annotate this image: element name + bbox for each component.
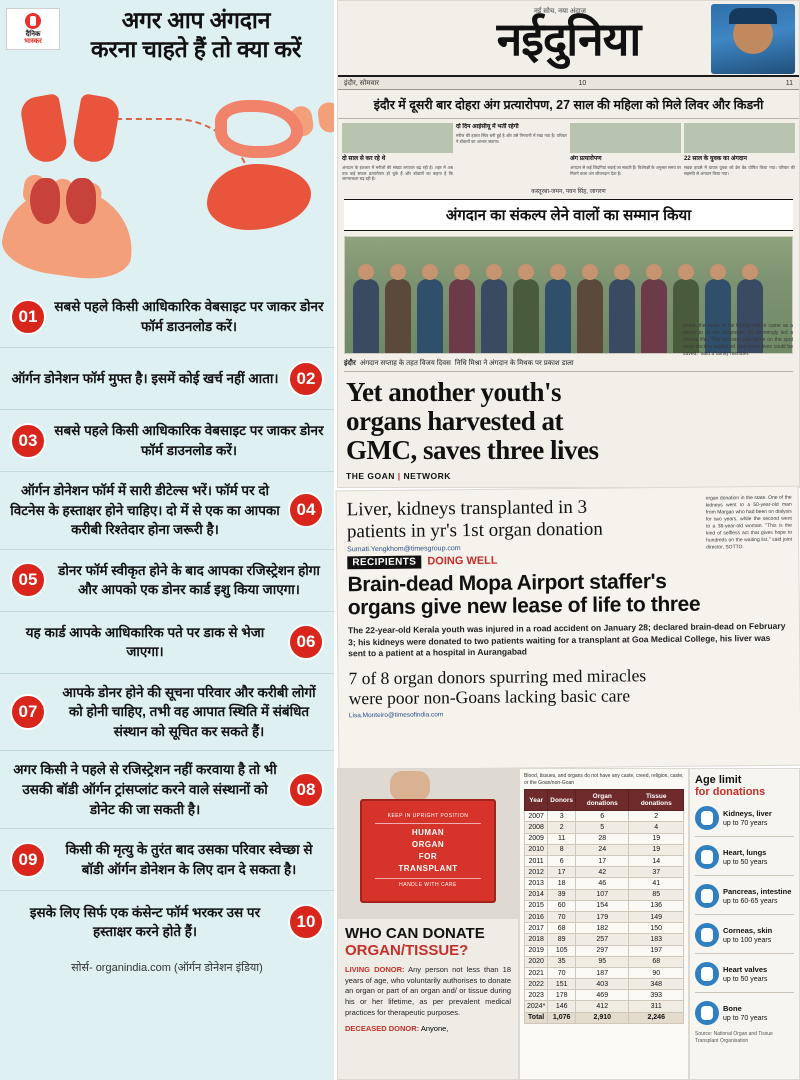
- table-row: [525, 945, 684, 956]
- toi-main-headline-line2: organs give new lease of life to three: [347, 592, 701, 620]
- toi-secondary-line1: 7 of 8 organ donors spurring med miracles: [348, 665, 647, 689]
- lungs-icon: [24, 96, 116, 166]
- mini-column-body: मरीज की हालत स्थिर बनी हुई है और उसे निगरानी में रखा गया है। परिवार ने डॉक्टरों का आभार जताया।: [456, 133, 567, 144]
- box-line-transplant: TRANSPLANT: [398, 864, 458, 873]
- rule-page-number-2: 11: [785, 79, 793, 87]
- cell-donors: 8: [548, 844, 576, 855]
- age-item-text: [723, 848, 767, 867]
- goan-side-column: ondal, the news of his kidney failure came as a shock to all the diagnosis, he seemingly led a normal life. "The decision was taken on the spot once doctors explained how many lives could be saved," said a family member.: [683, 323, 793, 357]
- mini-column: [684, 123, 795, 185]
- list-item: [695, 923, 794, 947]
- age-item-organ: Heart valves: [723, 964, 768, 974]
- masthead-tagline: नई सोच, नया अंदाज: [534, 8, 586, 15]
- table-row: [525, 979, 684, 990]
- cell-total-tissue: 2,246: [629, 1012, 684, 1023]
- cell-organ: 187: [576, 967, 629, 978]
- age-limit-title: [695, 774, 794, 798]
- cell-donors: 151: [548, 979, 576, 990]
- masthead-rule: [338, 77, 799, 90]
- age-item-organ: Pancreas, intestine: [723, 886, 792, 896]
- cell-tissue: 68: [629, 956, 684, 967]
- living-donor-label: LIVING DONOR:: [345, 965, 405, 974]
- pancreas-icon: [695, 884, 719, 908]
- cell-tissue: 348: [629, 979, 684, 990]
- infographic-title-line2: करना चाहते हैं तो क्या करें: [90, 35, 302, 62]
- infographic-title: [66, 6, 326, 64]
- dainik-bhaskar-logo: [6, 8, 60, 50]
- list-item: [695, 884, 794, 908]
- rule-page-number: 10: [578, 79, 587, 87]
- cell-organ: 42: [576, 867, 629, 878]
- cell-tissue: 90: [629, 967, 684, 978]
- cell-donors: 68: [548, 923, 576, 934]
- list-item: [0, 751, 334, 829]
- credit-publication: THE GOAN: [346, 471, 395, 481]
- living-donor-paragraph: [338, 959, 518, 1018]
- rule-left-text: इंदौर, सोमवार: [344, 79, 380, 87]
- toi-main-headline: [337, 564, 799, 619]
- step-text: सबसे पहले किसी आधिकारिक वेबसाइट पर जाकर डोनर फॉर्म डाउनलोड करें।: [54, 422, 324, 458]
- masthead-photo: [711, 4, 795, 74]
- cell-organ: 28: [576, 833, 629, 844]
- cell-year: 2021: [525, 967, 548, 978]
- age-item-limit: up to 100 years: [723, 936, 772, 944]
- cell-year: 2013: [525, 878, 548, 889]
- kidney-icon: [695, 806, 719, 830]
- cell-donors: 35: [548, 956, 576, 967]
- clipping-naidunia: [337, 0, 800, 488]
- liver-icon: [207, 164, 311, 230]
- logo-mark-icon: [25, 13, 41, 29]
- age-item-organ: Corneas, skin: [723, 925, 773, 935]
- mini-column-head: अंग प्रत्यारोपण: [570, 156, 602, 162]
- table-note: Blood, tissues, and organs do not have any caste, creed, religion, caste, or the Goan/non-Goan: [524, 773, 684, 786]
- mini-column-head: दो दिन आईसीयू में भर्ती रहेगी: [456, 124, 519, 130]
- cell-tissue: 149: [629, 911, 684, 922]
- lungs-icon: [695, 845, 719, 869]
- clipping-donation-stats-table: [519, 768, 689, 1080]
- goan-headline: [338, 372, 668, 465]
- column-header-tissue-donations: Tissue donations: [629, 790, 684, 811]
- infographic-header: [0, 0, 334, 82]
- cell-year: 2014: [525, 889, 548, 900]
- kicker-right: निधि मिश्रा ने अंगदान के मिथक पर प्रकाश डाला: [454, 360, 574, 367]
- infographic-title-line1: अगर आप अंगदान: [121, 7, 271, 33]
- cell-year: 2012: [525, 867, 548, 878]
- list-item: [0, 348, 334, 410]
- age-item-limit: up to 70 years: [723, 1014, 768, 1022]
- cell-organ: 179: [576, 911, 629, 922]
- cell-organ: 297: [576, 945, 629, 956]
- cell-tissue: 14: [629, 856, 684, 867]
- cell-year: 2007: [525, 811, 548, 822]
- cell-donors: 146: [548, 1001, 576, 1012]
- mini-column: [342, 123, 453, 185]
- table-row: [525, 967, 684, 978]
- step-number-badge: 02: [288, 361, 324, 397]
- living-donor-text: Any person not less than 18 years of age, who voluntarily authorises to donate an organ or part of an organ and/ or tissue during his or her lifetime, as per prevalent medical practices for therapeutic purposes.: [345, 965, 511, 1017]
- recipients-label: RECIPIENTS: [347, 555, 421, 569]
- cell-organ: 182: [576, 923, 629, 934]
- mini-photo: [684, 123, 795, 153]
- cell-year: 2010: [525, 844, 548, 855]
- box-line-human: HUMAN: [411, 828, 445, 837]
- naidunia-photo-caption: कस्तूरबा-जमन, पवन सिंह, जागरण: [531, 189, 606, 195]
- donation-stats-table: [524, 789, 684, 1024]
- who-can-donate-title: [338, 919, 518, 959]
- age-title-line2: for donations: [695, 786, 766, 799]
- recipients-status-badge: DOING WELL: [427, 554, 498, 568]
- step-number-badge: 04: [288, 492, 324, 528]
- box-line-for: FOR: [418, 852, 438, 861]
- cell-donors: 17: [548, 867, 576, 878]
- step-text: ऑर्गन डोनेशन फॉर्म मुफ्त है। इसमें कोई खर्च नहीं आता।: [11, 370, 279, 386]
- table-row: [525, 856, 684, 867]
- naidunia-top-headline: इंदौर में दूसरी बार दोहरा अंग प्रत्यारोपण, 27 साल की महिला को मिले लिवर और किडनी: [338, 90, 799, 119]
- cell-tissue: 19: [629, 833, 684, 844]
- cell-year: 2016: [525, 911, 548, 922]
- deceased-donor-text: Anyone,: [419, 1024, 449, 1034]
- goan-headline-line2: organs harvested at: [346, 405, 563, 436]
- cell-tissue: 41: [629, 878, 684, 889]
- cell-donors: 39: [548, 889, 576, 900]
- step-number-badge: 10: [288, 904, 324, 940]
- box-line-upright: KEEP IN UPRIGHT POSITION: [387, 812, 469, 819]
- age-item-text: [723, 926, 772, 945]
- cell-donors: 89: [548, 934, 576, 945]
- cell-total-label: Total: [525, 1012, 548, 1023]
- deceased-donor-paragraph: [338, 1018, 518, 1033]
- who-title-line2: ORGAN/TISSUE?: [345, 941, 469, 959]
- newspaper-clippings-column: [337, 0, 800, 1080]
- mini-column: [570, 123, 681, 185]
- mini-photo: [342, 123, 453, 153]
- credit-network: NETWORK: [403, 471, 451, 481]
- hand-icon: [390, 771, 430, 801]
- toi-byline: Sumati.Yengkhom@timesgroup.com: [347, 544, 461, 554]
- age-limit-footer: Source: National Organ and Tissue Transplant Organisation: [695, 1031, 773, 1044]
- column-header-organ-donations: Organ donations: [576, 790, 629, 811]
- age-item-text: [723, 809, 772, 828]
- cell-donors: 70: [548, 911, 576, 922]
- cell-organ: 412: [576, 1001, 629, 1012]
- cell-tissue: 85: [629, 889, 684, 900]
- cell-donors: 6: [548, 856, 576, 867]
- list-item: [0, 612, 334, 674]
- step-number-badge: 03: [10, 423, 46, 459]
- cell-year: 2017: [525, 923, 548, 934]
- cell-tissue: 19: [629, 844, 684, 855]
- toi-credit: Lisa.Monteiro@timesofindia.com: [348, 711, 444, 720]
- list-item: [0, 891, 334, 953]
- table-total-row: [525, 1012, 684, 1023]
- step-text: किसी की मृत्यु के तुरंत बाद उसका परिवार स्वेच्छा से बॉडी ऑर्गन डोनेशन के लिए दान दे सकता है।: [65, 842, 313, 877]
- deceased-donor-label: DECEASED DONOR:: [345, 1024, 420, 1034]
- bone-icon: [695, 1001, 719, 1025]
- table-row: [525, 923, 684, 934]
- cell-tissue: 197: [629, 945, 684, 956]
- table-row: [525, 844, 684, 855]
- organ-transport-box: [360, 799, 496, 903]
- age-item-organ: Kidneys, liver: [723, 808, 772, 818]
- goan-credit-bar: [346, 471, 451, 481]
- step-text: सबसे पहले किसी आधिकारिक वेबसाइट पर जाकर डोनर फॉर्म डाउनलोड करें।: [54, 298, 324, 334]
- step-text: ऑर्गन डोनेशन फॉर्म में सारी डीटेल्स भरें। फॉर्म पर दो विटनेस के हस्ताक्षर होने चाहिए। दो में से एक का आपका करीबी रिश्तेदार होना जरूरी है।: [10, 483, 280, 538]
- kidney-right-icon: [66, 178, 96, 224]
- table-row: [525, 833, 684, 844]
- cell-tissue: 150: [629, 923, 684, 934]
- column-header-year: Year: [525, 790, 548, 811]
- cell-year: 2023: [525, 990, 548, 1001]
- toi-serif-line2: patients in yr's 1st organ donation: [346, 518, 603, 543]
- cell-total-donors: 1,076: [548, 1012, 576, 1023]
- cell-total-organ: 2,910: [576, 1012, 629, 1023]
- toi-serif-line1: Liver, kidneys transplanted in 3: [346, 496, 588, 521]
- age-item-limit: up to 50 years: [723, 975, 768, 983]
- heart-valve-icon: [695, 962, 719, 986]
- step-number-badge: 05: [10, 562, 46, 598]
- cell-tissue: 393: [629, 990, 684, 1001]
- cell-year: 2009: [525, 833, 548, 844]
- credit-separator: |: [397, 471, 401, 481]
- who-title-line1: WHO CAN DONATE: [345, 925, 485, 942]
- list-item: [0, 472, 334, 550]
- toi-main-headline-line1: Brain-dead Mopa Airport staffer's: [347, 569, 667, 596]
- cell-organ: 469: [576, 990, 629, 1001]
- age-item-organ: Heart, lungs: [723, 847, 767, 857]
- age-title-line1: Age limit: [695, 774, 742, 786]
- box-line-handle: HANDLE WITH CARE: [399, 882, 457, 888]
- table-row: [525, 878, 684, 889]
- cell-donors: 18: [548, 878, 576, 889]
- cell-donors: 70: [548, 967, 576, 978]
- table-header-row: [525, 790, 684, 811]
- cell-year: 2018: [525, 934, 548, 945]
- cell-organ: 403: [576, 979, 629, 990]
- cell-tissue: 37: [629, 867, 684, 878]
- naidunia-kicker-row: [344, 359, 793, 372]
- toi-secondary-headline: [338, 656, 799, 709]
- cell-organ: 257: [576, 934, 629, 945]
- logo-text-line1: दैनिक: [25, 30, 41, 38]
- table-row: [525, 1001, 684, 1012]
- step-number-badge: 07: [10, 694, 46, 730]
- age-item-text: [723, 1004, 767, 1023]
- cell-donors: 178: [548, 990, 576, 1001]
- age-item-text: [723, 965, 767, 984]
- goan-headline-line1: Yet another youth's: [346, 377, 562, 407]
- cell-year: 2024*: [525, 1001, 548, 1012]
- cell-donors: 11: [548, 833, 576, 844]
- table-row: [525, 811, 684, 822]
- kicker-mid: अंगदान सप्ताह के तहत विजय दिवस: [359, 360, 451, 367]
- cell-tissue: 183: [629, 934, 684, 945]
- goan-headline-line3: GMC, saves three lives: [346, 434, 599, 465]
- clipping-times-of-india: [336, 486, 800, 771]
- age-item-limit: up to 50 years: [723, 858, 768, 866]
- mini-column-head: दो साल से कर रहे थे: [342, 156, 386, 162]
- steps-list: [0, 282, 334, 953]
- toi-side-column: organ donation in the state. One of the kidneys went to a 50-year-old man from Margao who had been on dialysis for two years, while the second went to a 38-year-old woman. "This is the kind of selfless act that gives hope to hundreds on the waiting list," said joint director, SOTTO.: [705, 494, 793, 551]
- clipping-age-limits: [689, 768, 800, 1080]
- cell-tissue: 311: [629, 1001, 684, 1012]
- naidunia-masthead: [338, 1, 799, 77]
- cell-donors: 105: [548, 945, 576, 956]
- table-row: [525, 867, 684, 878]
- list-item: [0, 410, 334, 472]
- mini-photo: [570, 123, 681, 153]
- list-item: [0, 829, 334, 891]
- step-text: यह कार्ड आपके आधिकारिक पते पर डाक से भेजा जाएगा।: [25, 624, 265, 660]
- cell-donors: 3: [548, 811, 576, 822]
- table-row: [525, 956, 684, 967]
- cell-year: 2008: [525, 822, 548, 833]
- table-row: [525, 900, 684, 911]
- mini-column-body: अंगदान के इंतजार में मरीजों की संख्या लगातार बढ़ रही है। शहर में अब तक कई सफल प्रत्यारोपण हो चुके हैं और डॉक्टरों का कहना है कि जागरूकता बढ़ रही है।: [342, 165, 453, 182]
- clipping-who-can-donate: [337, 768, 519, 1080]
- list-item: [0, 674, 334, 752]
- mini-column-head: 22 साल के युवक का अंगदान: [684, 156, 747, 162]
- list-item: [695, 1001, 794, 1025]
- step-text: इसके लिए सिर्फ एक कंसेन्ट फॉर्म भरकर उस पर हस्ताक्षर करने होते हैं।: [29, 904, 261, 940]
- mini-column: [456, 123, 567, 185]
- masthead-title: नईदुनिया: [496, 14, 641, 65]
- toi-lede: The 22-year-old Kerala youth was injured in a road accident on January 28; declared brain-dead on February 3; his kidneys were donated to two patients waiting for a transplant at Goa Medical College, his liver was sent to a patient at a hospital in Aurangabad: [347, 620, 786, 659]
- step-number-badge: 09: [10, 842, 46, 878]
- mini-column-body: सड़क हादसे में घायल युवक को ब्रेन डेड घोषित किया गया। परिवार की सहमति से अंगदान किया गया।: [684, 165, 795, 176]
- cell-year: 2011: [525, 856, 548, 867]
- table-row: [525, 990, 684, 1001]
- table-row: [525, 911, 684, 922]
- organ-donation-illustration: [0, 82, 337, 282]
- table-row: [525, 889, 684, 900]
- cell-tissue: 136: [629, 900, 684, 911]
- toi-secondary-line2: were poor non-Goans lacking basic care: [348, 685, 631, 709]
- cell-year: 2019: [525, 945, 548, 956]
- cell-year: 2022: [525, 979, 548, 990]
- kicker-left: इंदौर: [344, 360, 356, 367]
- kidney-left-icon: [30, 178, 60, 224]
- organ-transport-box-photo: [338, 769, 518, 919]
- cell-organ: 107: [576, 889, 629, 900]
- naidunia-mini-columns: [338, 119, 799, 185]
- cell-year: 2020: [525, 956, 548, 967]
- step-number-badge: 08: [288, 772, 324, 808]
- step-number-badge: 01: [10, 299, 46, 335]
- list-item: [0, 286, 334, 348]
- list-item: [695, 845, 794, 869]
- cell-organ: 17: [576, 856, 629, 867]
- infographic-source: सोर्स- organindia.com (ऑर्गन डोनेशन इंडिया): [0, 953, 334, 981]
- cell-organ: 6: [576, 811, 629, 822]
- cell-tissue: 2: [629, 811, 684, 822]
- intestine-icon: [215, 100, 303, 158]
- mini-column-body: अंगदान से कई जिंदगियां बचाई जा सकती हैं। विशेषज्ञों के अनुसार समय पर मिलने वाला अंग जीवनदान देता है।: [570, 165, 681, 176]
- box-line-organ: ORGAN: [411, 840, 445, 849]
- cell-tissue: 4: [629, 822, 684, 833]
- age-item-text: [723, 887, 791, 906]
- table-row: [525, 822, 684, 833]
- cell-donors: 60: [548, 900, 576, 911]
- cell-donors: 2: [548, 822, 576, 833]
- cell-organ: 24: [576, 844, 629, 855]
- age-item-organ: Bone: [723, 1003, 742, 1013]
- step-text: अगर किसी ने पहले से रजिस्ट्रेशन नहीं करवाया है तो भी उसकी बॉडी ऑर्गन ट्रांसप्लांट करने वाले संस्थानों को डोनेट की जा सकती है।: [13, 762, 277, 817]
- list-item: [695, 962, 794, 986]
- age-item-limit: up to 70 years: [723, 819, 768, 827]
- step-number-badge: 06: [288, 624, 324, 660]
- age-item-limit: up to 60-65 years: [723, 897, 778, 905]
- column-header-donors: Donors: [548, 790, 576, 811]
- logo-text-line2: भास्कर: [24, 38, 42, 45]
- cell-organ: 95: [576, 956, 629, 967]
- list-item: [0, 550, 334, 612]
- list-item: [695, 806, 794, 830]
- infographic-panel: [0, 0, 337, 1080]
- cell-organ: 5: [576, 822, 629, 833]
- cell-organ: 154: [576, 900, 629, 911]
- naidunia-banner-headline: अंगदान का संकल्प लेने वालों का सम्मान किया: [344, 199, 793, 231]
- step-text: आपके डोनर होने की सूचना परिवार और करीबी लोगों को होनी चाहिए, तभी वह आपात स्थिति में संबंधित संस्थान को सूचित कर सकते हैं।: [62, 684, 316, 739]
- step-text: डोनर फॉर्म स्वीकृत होने के बाद आपका रजिस्ट्रेशन होगा और आपको एक डोनर कार्ड इशु किया जाएगा।: [58, 562, 320, 598]
- cornea-icon: [695, 923, 719, 947]
- cell-organ: 46: [576, 878, 629, 889]
- table-row: [525, 934, 684, 945]
- cell-year: 2015: [525, 900, 548, 911]
